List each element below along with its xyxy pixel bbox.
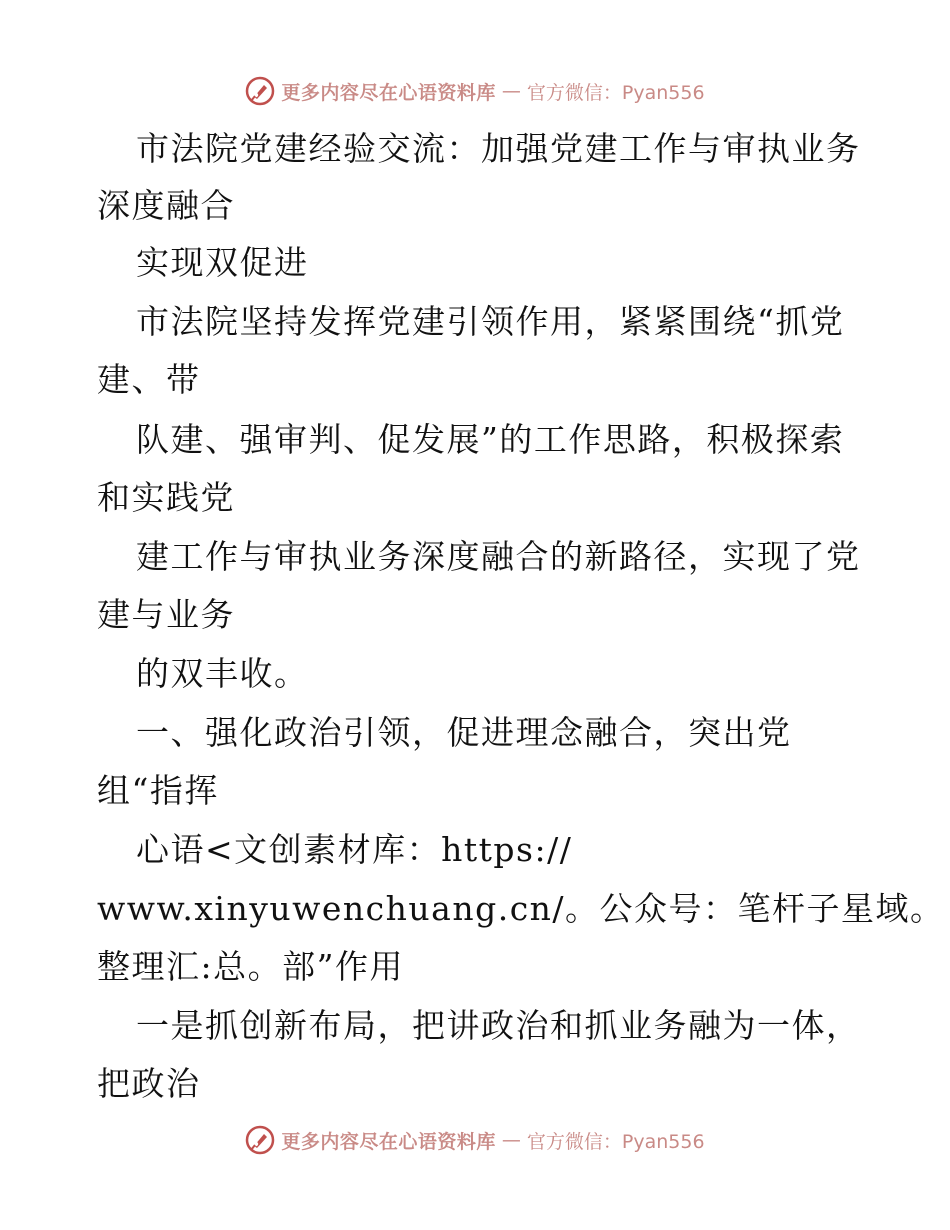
footer-wechat-text: 官方微信：Pyan556 — [526, 1130, 705, 1153]
body-line: 建工作与审执业务深度融合的新路径，实现了党 — [136, 537, 861, 576]
body-line: 把政治 — [97, 1064, 201, 1103]
body-line: 市法院坚持发挥党建引领作用，紧紧围绕“抓党 — [136, 302, 845, 341]
body-line: 建与业务 — [97, 595, 235, 634]
body-line: 心语<文创素材库：https:// — [136, 830, 573, 869]
footer-banner-separator: — — [501, 1129, 521, 1151]
header-wechat-text: 官方微信：Pyan556 — [526, 81, 705, 104]
body-line: 一是抓创新布局，把讲政治和抓业务融为一体， — [136, 1006, 861, 1045]
footer-banner — [0, 1120, 950, 1160]
body-line: 深度融合 — [97, 186, 235, 225]
body-line: 队建、强审判、促发展”的工作思路，积极探索 — [136, 420, 845, 459]
pen-nib-logo-icon — [245, 76, 275, 106]
footer-banner-text: 更多内容尽在心语资料库 — [281, 1130, 496, 1153]
body-line: 整理汇:总。部”作用 — [97, 947, 404, 986]
header-banner-separator: — — [501, 80, 521, 102]
body-line: www.xinyuwenchuang.cn/。公众号：笔杆子星域。 — [97, 889, 945, 928]
body-line: 实现双促进 — [136, 243, 309, 282]
body-line: 和实践党 — [97, 478, 235, 517]
pen-nib-logo-icon — [245, 1125, 275, 1155]
header-banner-text: 更多内容尽在心语资料库 — [281, 81, 496, 104]
body-line: 组“指挥 — [97, 771, 219, 810]
header-banner — [0, 71, 950, 111]
body-line: 一、强化政治引领，促进理念融合，突出党 — [136, 713, 792, 752]
body-line: 市法院党建经验交流：加强党建工作与审执业务 — [136, 129, 861, 168]
body-line: 建、带 — [97, 360, 201, 399]
body-line: 的双丰收。 — [136, 654, 309, 693]
